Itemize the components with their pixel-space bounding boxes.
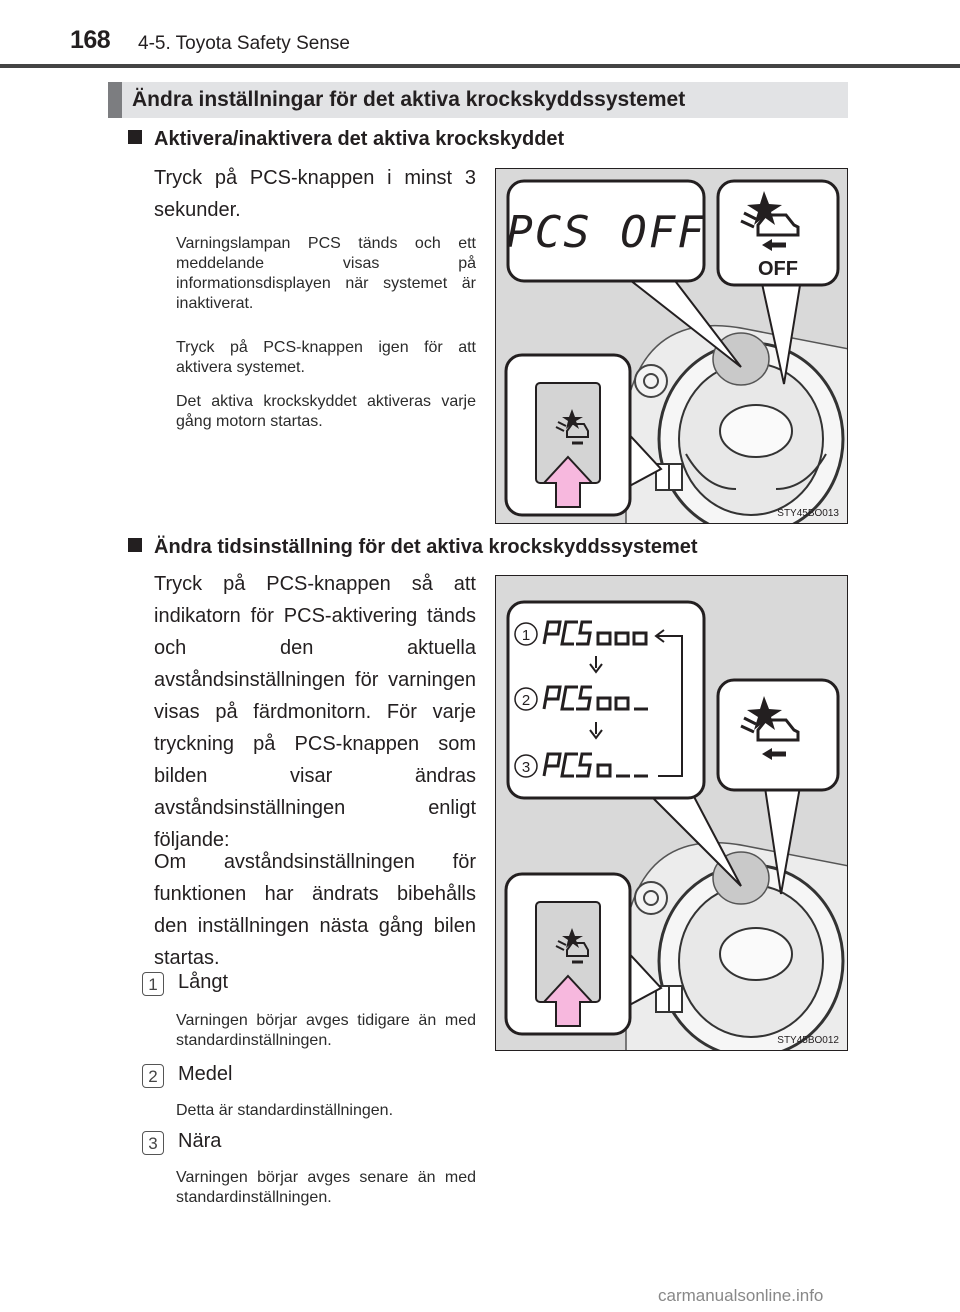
page-number: 168 <box>70 26 111 54</box>
item-label-1: Långt <box>178 971 229 993</box>
square-bullet-icon <box>128 538 142 552</box>
square-bullet-icon <box>128 130 142 144</box>
topic1-note-1: Varningslampan PCS tänds och ett meddelande visas på informationsdisplayen när systemet är inaktiverat. <box>176 235 476 312</box>
item-note-2: Detta är standardinställningen. <box>176 1102 394 1119</box>
header-rule <box>0 64 960 68</box>
topic2-heading <box>128 536 698 559</box>
topic2-paragraph-2: Om avståndsinställningen för funktionen har ändrats bibehålls den inställningen nästa gång bilen startas. <box>154 851 476 969</box>
item-number-1: 1 <box>142 972 164 996</box>
section-title: Ändra inställningar för det aktiva krockskyddssystemet <box>108 82 848 118</box>
figure-pcs-timing <box>495 575 848 1051</box>
pcs-off-display-text: PCS OFF <box>506 207 706 258</box>
item-number-3: 3 <box>142 1131 164 1155</box>
figure-code: STY45BO012 <box>777 1035 839 1046</box>
item-note-3: Varningen börjar avges senare än med standardinställningen. <box>176 1169 476 1206</box>
topic1-heading <box>128 128 564 151</box>
off-indicator-label: OFF <box>758 258 798 280</box>
display-step-number-3: 3 <box>521 759 531 776</box>
item-label-2: Medel <box>178 1063 233 1085</box>
chapter-title: 4-5. Toyota Safety Sense <box>138 33 350 54</box>
topic2-heading-text: Ändra tidsinställning för det aktiva krockskyddssystemet <box>154 536 698 558</box>
watermark: carmanualsonline.info <box>658 1286 824 1305</box>
figure-pcs-timing-illustration <box>496 576 848 1051</box>
display-step-number-1: 1 <box>521 627 531 644</box>
item-label-3: Nära <box>178 1130 222 1152</box>
display-step-number-2: 2 <box>521 692 531 709</box>
figure-code: STY45BO013 <box>777 508 839 519</box>
figure-pcs-off <box>495 168 848 524</box>
item-number-2: 2 <box>142 1064 164 1088</box>
topic1-note-2: Tryck på PCS-knappen igen för att aktivera systemet. <box>176 339 476 376</box>
item-note-1: Varningen börjar avges tidigare än med standardinställningen. <box>176 1012 476 1049</box>
topic1-instruction: Tryck på PCS-knappen i minst 3 sekunder. <box>154 167 476 221</box>
figure-pcs-off-illustration <box>496 169 848 524</box>
topic1-note-3: Det aktiva krockskyddet aktiveras varje gång motorn startas. <box>176 393 476 430</box>
topic2-paragraph-1: Tryck på PCS-knappen så att indikatorn för PCS-aktivering tänds och den aktuella avståndsinställningen för varningen visas på färdmonitorn. För varje tryckning på PCS-knappen som bilden visar ändras avståndsinställningen enligt följande: <box>154 573 476 851</box>
topic1-heading-text: Aktivera/inaktivera det aktiva krockskyddet <box>154 128 565 150</box>
